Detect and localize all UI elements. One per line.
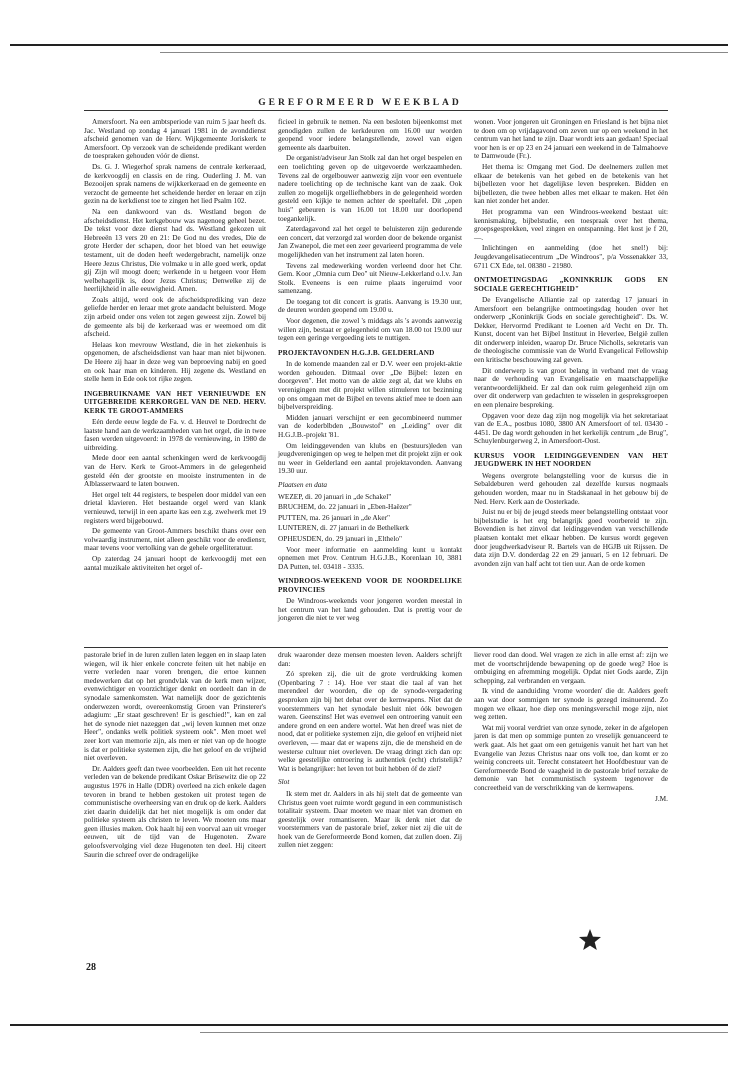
star-icon [578, 928, 602, 952]
paragraph: LUNTEREN, di. 27 januari in de Bethelkerk [278, 523, 409, 533]
page-number: 28 [86, 962, 96, 973]
paragraph: PUTTEN, ma. 26 januari in „de Aker" [278, 512, 390, 522]
col1-paras2 [84, 418, 266, 572]
paragraph: De Windroos-weekends voor jongeren worden meestal in het centrum van het land gehouden. Dat is prettig voor de jongeren die niet te ver weg [278, 596, 462, 623]
paragraph: De toegang tot dit concert is gratis. Aanvang is 19.30 uur, de deuren worden geopend om 19.00 u. [278, 296, 462, 315]
b3-paras [474, 651, 668, 793]
paragraph: Dit onderwerp is van groot belang in verband met de vraag naar de verhouding van Evangelisatie en maatschappelijke verantwoordelijkheid. Er zal dan ook ruim gelegenheid zijn om over dit onderwerp van gedachten te wisselen in gespreksgroepen en een plenaire bespreking. [474, 365, 668, 410]
section-heading-organ: INGEBRUIKNAME VAN HET VERNIEUWDE EN UITGEBREIDE KERKORGEL VAN DE NED. HERV. KERK TE GROOT-AMMERS [84, 389, 266, 415]
section-heading-kursus: KURSUS VOOR LEIDINGGEVENDEN VAN HET JEUGDWERK IN HET NOORDEN [474, 452, 668, 469]
b2-paras [278, 651, 462, 773]
col3-paras3 [474, 472, 668, 569]
bottom-column-2 [278, 651, 462, 852]
paragraph: Tevens zal medewerking worden verleend door het Chr. Gem. Koor „Omnia cum Deo" uit Nieuw-Lekkerland o.l.v. Jan Stolk. Eveneens is een ruime plaats ingeruimd voor samenzang. [278, 260, 462, 296]
paragraph: Om leidinggevenden van klubs en (bestuurs)leden van jeugdverenigingen op weg te helpen met dit projekt zijn er ook nu weer in Gelderland een aantal projektavonden. Aanvang 19.30 uur. [278, 440, 462, 476]
paragraph: Zaterdagavond zal het orgel te beluisteren zijn gedurende een concert, dat verzorgd zal worden door de bekende organist Jan Zwanepol, die met een zeer gevarieerd programma de vele mogelijkheden van het instrument zal laten horen. [278, 224, 462, 259]
paragraph: De gemeente van Groot-Ammers beschikt thans over een volwaardig instrument, niet alleen geschikt voor de erediensт, maar tevens voor vertolking van de gehele orgelliteratuur. [84, 526, 266, 553]
paragraph: De organist/adviseur Jan Stolk zal dan het orgel bespelen en een toelichting geven op de uitgevoerde werkzaamheden. Tevens zal de orgelbouwer aanwezig zijn voor een eventuele nadere toelichting op de technische kant van de zaak. Ook zullen zo mogelijk orgelliefhebbers in de gelegenheid worden gesteld een kijkje te nemen achter de speeltafel. Dit „open huis" gebeuren is van 16.00 tot 18.00 uur doorlopend toegankelijk. [278, 153, 462, 223]
top-rule [10, 44, 728, 46]
paragraph: Het orgel telt 44 registers, te bespelen door middel van een drietal klavieren. Het bestaande orgel werd van klank vernieuwd, terwijl in een aparte kas een z.g. zwelwerk met 19 registers werd bijgebouwd. [84, 489, 266, 525]
slot-title: Slot [278, 777, 290, 787]
paragraph: ficieel in gebruik te nemen. Na een besloten bijeenkomst met genodigden zullen de kerkdeuren om 16.00 uur worden geopend voor iedere belangstellende, zowel van eigen gemeente als daarbuiten. [278, 117, 462, 152]
paragraph: BRUCHEM, do. 22 januari in „Eben-Haëzer" [278, 502, 412, 512]
paragraph: Helaas kon mevrouw Westland, die in het ziekenhuis is opgenomen, de afscheidsdienst van haar man niet bijwonen. De Heere zij haar in deze weg van beproeving nabij en goed en ook haar man en kinderen. Hij zegene ds. Westland en stelle hem in Ede ook tot rijke zegen. [84, 339, 266, 384]
paragraph: WEZEP, di. 20 januari in „de Schakel" [278, 491, 392, 501]
column-1 [84, 118, 266, 574]
paragraph: Op zaterdag 24 januari hoopt de kerkvoogdij met een aantal muzikale aktiviteiten het orgel of- [84, 553, 266, 572]
places-title: Plaatsen en data [278, 479, 328, 489]
paragraph: Het thema is: Omgang met God. De deelnemers zullen met elkaar de betekenis van het gebed en de betekenis van het bijbellezen voor het dagelijkse leven bespreken. Bidden en bijbellezen, die twee hebben alles met elkaar te maken. Het één kan niet zonder het ander. [474, 161, 668, 206]
paragraph: wonen. Voor jongeren uit Groningen en Friesland is het bijna niet te doen om op vrijdagavond om zeven uur op een weekend in het centrum van het land te zijn. Daar wordt iets aan gedaan! Speciaal voor hen is er op 23 en 24 januari een weekend in de Talmahoeve te Damwoude (Fr.). [474, 117, 668, 161]
bottom-column-3 [474, 651, 668, 803]
paragraph: Juist nu er bij de jeugd steeds meer belangstelling ontstaat voor bijbelstudie is het erg belangrijk goed voorbereid te zijn. Bovendien is het zinvol dat leidinggevenden van verschillende plaatsen kontakt met elkaar hebben. De kursus wordt gegeven door jeugdwerkadviseur R. Bartels van de HGJB uit Rijssen. De data zijn D.V. donderdag 22 en 29 januari, 5 en 12 februari. De avonden zijn van half acht tot tien uur. Aan de orde komen [474, 507, 668, 568]
paragraph: Mede door een aantal schenkingen werd de kerkvoogdij van de Herv. Kerk te Groot-Ammers in de gelegenheid gesteld één der grootste en mooiste instrumenten in de Alblasserwaard te laten bouwen. [84, 453, 266, 489]
paragraph: Ik stem met dr. Aalders in als hij stelt dat de gemeente van Christus geen voet ruimte wordt gegund in een communistisch totalitair systeem. Daar moeten we maar niet van dromen en geestelijk over romantiseren. Maar ik denk niet dat de voorstemmers van de pastorale brief, zeker niet zij die uit de hoek van de Gereformeerde Bond komen, dat zullen doen. Zij zullen niet zeggen: [278, 788, 462, 850]
paragraph: Opgaven voor deze dag zijn nog mogelijk via het sekretariaat van de E.A., postbus 1080, 3800 AN Amersfoort of tel. 03430 - 4451. De dag wordt gehouden in het kerkelijk centrum „de Brug", Schuylenburgerweg 2, in Amersfoort-Oost. [474, 410, 668, 446]
places-list [278, 493, 462, 544]
paragraph: Amersfoort. Na een ambtsperiode van ruim 5 jaar heeft ds. Jac. Westland op zondag 4 januari 1981 in de avonddienst afscheid genomen van de Herv. Wijkgemeente Joriskerk te Amersfoort. Op verzoek van de scheidende predikant werden de toespraken gehouden vóór de dienst. [84, 117, 266, 161]
paragraph: De Evangelische Alliantie zal op zaterdag 17 januari in Amersfoort een belangrijke ontmoetingsdag houden over het onderwerp „Koninkrijk Gods en sociale gerechtigheid". Ds. W. Dekker, Hervormd Predikant te Loenen a/d Vecht en Dr. Th. Kunst, docent van het Bijbel Instituut in Heverlee, België zullen dit onderwerp inleiden, waarop Dr. Bruce Nicholls, sekretaris van de theologische commissie van de World Evangelical Fellowship een kritische beschouwing zal geven. [474, 294, 668, 365]
paragraph: Het programma van een Windroos-weekend bestaat uit: kennismaking, bijbelstudie, een toespraak over het thema, groepsgesprekken, veel zingen en ontspanning. Het kost je f 20,—. [474, 206, 668, 242]
col2-paras4 [278, 597, 462, 623]
paragraph: liever rood dan dood. Wel vragen ze zich in alle ernst af: zijn we met de voortschrijdende bewapening op de goede weg? Hoe is ombuiging en afremming mogelijk. Opdat niet Gods aarde, Zijn schepping, zal verbranden en vergaan. [474, 650, 668, 685]
column-3 [474, 118, 668, 570]
col3-paras [474, 118, 668, 270]
header-rule [84, 110, 668, 111]
col2-paras [278, 118, 462, 343]
paragraph: Dr. Aalders geeft dan twee voorbeelden. Een uit het recente verleden van de bekende predikant Oskar Brüsewitz die op 22 augustus 1976 in Halle (DDR) overleed na zich enkele dagen tevoren in brand te hebben gestoken uit protest tegen de communistische overheersing van en druk op de kerk. Aalders ziet daarin duidelijk dat het niet mogelijk is om onder dat politieke systeem als christen te leven. We moeten ons maar geen illusies maken. Ook haalt hij een voorval aan uit vroeger eeuwen, uit de tijd van de Hugenoten. Zware geloofsvervolging viel deze Hugenoten ten deel. Hij citeert Saurin die schreef over de ondragelijke [84, 763, 266, 859]
paragraph: Midden januari verschijnt er een gecombineerd nummer van de koderblbden „Bouwstof" en „Leiding" over dit H.G.J.B.-projekt '81. [278, 412, 462, 439]
paragraph: pastorale brief in de luren zullen laten leggen en in slaap laten wiegen, wil ik hier enkele concrete feiten uit het nabije en verre verleden naar voren brengen, die ertoe kunnen medewerken dat op het grondvlak van de kerk men wijzer, evenwichtiger en voorzichtiger denkt en oordeelt dan in de synodale samenkomsten. Wat namelijk door de gezichtenis onderwezen wordt, overeenkomstig Groen van Prinsterer's adagium: „Er staat geschreven! Er is geschied!", kan en zal het de synode niet nazeggen dat „wij leven kunnen met onze Heer", ondanks welk politiek systeem ook". Men moet wel zeer kort van memorie zijn, als men er niet van op de hoogte is dat er politieke systemen zijn, die het geloof en de vrijheid niet overleven. [84, 650, 266, 763]
paragraph: Voor degenen, die zowel 's middags als 's avonds aanwezig willen zijn, bestaat er gelegenheid om van 18.00 tot 19.00 uur tegen een geringe vergoeding iets te nuttigen. [278, 316, 462, 343]
paragraph: Wegens overgrote belangstelling voor de kursus die in Sebaldeburen werd gehouden zal dezelfde kursus nogmaals gehouden worden, maar nu in Stadskanaal in het gebouw bij de Ned. Herv. Kerk aan de Oosterkade. [474, 470, 668, 506]
paragraph: Ik vind de aanduiding 'vrome woorden' die dr. Aalders geeft aan wat door sommigen ter synode is gezegd insinuerend. Zo mogen we elkaar, hoe diep ons meningsverschil moge zijn, niet weg zetten. [474, 686, 668, 722]
bottom-column-1 [84, 651, 266, 861]
paragraph: In de komende maanden zal er D.V. weer een projekt-aktie worden gehouden. Ditmaal over „De Bijbel: lezen en doorgeven". Het motto van de aktie zegt al, dat we klubs en verenigingen met dit projekt willen stimuleren tot bezinning op ons omgaan met de Bijbel en tevens aktief mee te doen aan bijbelverspreiding. [278, 359, 462, 412]
col2-paras2 [278, 360, 462, 476]
b2-paras2 [278, 790, 462, 850]
paragraph: OPHEUSDEN, do. 29 januari in „Elthelo" [278, 533, 402, 543]
section-divider [84, 647, 668, 648]
section-heading-ontmoetingsdag: ONTMOETINGSDAG „KONINKRIJK GODS EN SOCIALE GERECHTIGHEID" [474, 276, 668, 293]
paragraph: Zoals altijd, werd ook de afscheidsprediking van deze geliefde herder en leraar met grote aandacht beluisterd. Moge zijn arbeid onder ons velen tot zegen geweest zijn. Zowel bij de gemeente als bij de kerkeraad was er weemoed om dit afscheid. [84, 294, 266, 339]
signature: J.M. [655, 793, 668, 803]
col3-paras2 [474, 296, 668, 446]
b1-paras [84, 651, 266, 859]
top-rule-thin [160, 52, 728, 53]
bottom-rule [10, 1024, 728, 1026]
section-heading-windroos: WINDROOS-WEEKEND VOOR DE NOORDELIJKE PROVINCIES [278, 577, 462, 594]
running-header: GEREFORMEERD WEEKBLAD [258, 98, 462, 108]
paragraph: Na een dankwoord van ds. Westland begon de afscheidsdienst. Het kerkgebouw was nagenoeg geheel bezet. De tekst voor deze dienst had ds. Westland gekozen uit Hebreeën 13 vers 20 en 21: De God nu des vredes, Die de grote Herder der schapen, door het bloed van het eeuwige testament, uit de doden heeft wedergebracht, namelijk onze Heere Jezus Christus, Die volmake u in alle goed werk, opdat gij Zijn wil moogt doen; werkende in u hetgeen voor Hem welbehagelijk is, door Jezus Christus; Denwelke zij de heerlijkheid in alle eeuwigheid. Amen. [84, 206, 266, 294]
paragraph: druk waaronder deze mensen moesten leven. Aalders schrijft dan: [278, 650, 462, 668]
paragraph: Eén derde eeuw legde de Fa. v. d. Heuvel te Dordrecht de laatste hand aan de werkzaamheden van het orgel, die in twee fasen werden uitgevoerd: in 1978 de vernieuwing, in 1980 de uitbreiding. [84, 417, 266, 452]
column-2 [278, 118, 462, 625]
section-heading-projektavonden: PROJEKTAVONDEN H.G.J.B. GELDERLAND [278, 348, 435, 357]
col1-paras [84, 118, 266, 384]
paragraph: Ds. G. J. Wiegerhof sprak namens de centrale kerkeraad, de kerkvoogdij en classis en de ring. Ouderling J. M. van Bezooijen sprak namens de wijkkerkeraad en de gemeente en verzocht de gemeente het scheidende herder en leraar en zijn gezin na de kerkdienst toe te zingen het lied Psalm 102. [84, 161, 266, 206]
paragraph: Inlichtingen en aanmelding (doe het snel!) bij: Jeugdevangelisatiecentrum „De Windroos", p/a Vossenakker 33, 6711 CX Ede, tel. 08380 - 21980. [474, 243, 668, 270]
paragraph: Wat mij vooral verdriet van onze synode, zeker in de afgelopen jaren is dat men op sommige punten zo vreselijk genuanceerd te werk gaat. Als het gaat om een getuigenis vanuit het hart van het Evangelie van Jezus Christus naar ons volk toe, dan komt er zo weinig concreets uit. Terecht constateert het Hoofdbestuur van de Gereformeerde Bond de vaagheid in de pastorale brief terzake de demonie van het communistisch systeem tegenover de concreetheid van de verschrikking van de kernwapens. [474, 722, 668, 792]
bottom-rule-thin [200, 1032, 728, 1033]
paragraph: Voor meer informatie en aanmelding kunt u kontakt opnemen met Prov. Centrum H.G.J.B., Korenlaan 10, 3881 DA Putten, tel. 03418 - 3335. [278, 544, 462, 571]
paragraph: Zó spreken zij, die uit de grote verdrukking komen (Openbaring 7 : 14). Hoe ver staat die taal af van het merendeel der woorden, die op de synode-vergadering gesproken zijn bij het debat over de kernwapens. Niet dat de voorstemmers van het synodale besluit niet óók bewogen waren. Geenszins! Het was evenwel een ontroering vanuit een andere grond en een andere wortel. Wat hen dreef was niet de nood, dat er politieke systemen zijn, die geloof en vrijheid niet overleven, — maar dat er wapens zijn, die de mensheid en de westerse cultuur niet overleven. De vraag dringt zich dan op: welke geestelijke ontroering is authentiek (echt) christelijk? Wat is belangrijker: het leven tot buit hebben óf de ziel? [278, 669, 462, 773]
col2-paras3 [278, 546, 462, 572]
